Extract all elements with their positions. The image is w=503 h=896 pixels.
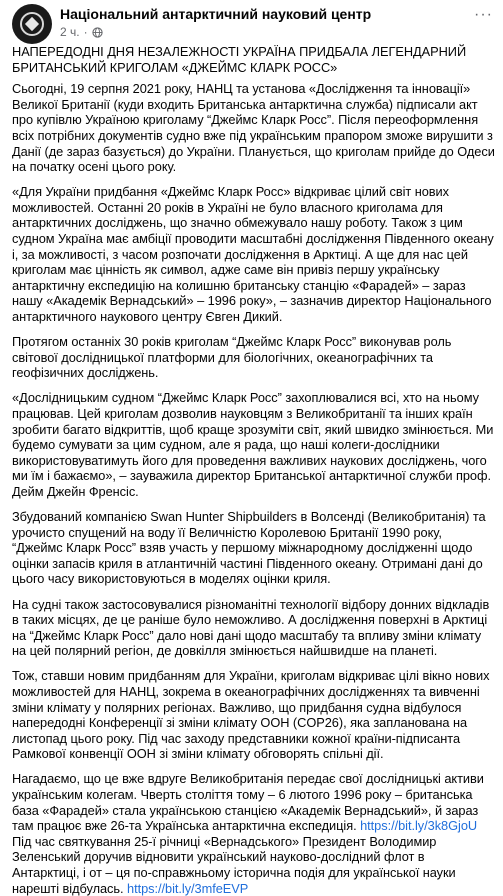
paragraph-6: На судні також застосовувалися різноманітні технології відбору донних відкладів в таких місцях, де це раніше було неможливо. А дослідження поверхні в Арктиці на “Джеймс Кларк Росс” дало нові дані щодо масштабу та впливу зміни клімату на цей полярний регіон, де довкілля змінюється найшвидше на планеті. <box>12 596 490 659</box>
paragraph-3: Протягом останніх 30 років криголам “Джеймс Кларк Росс” виконував роль світової дослідницької платформи для біологічних, океанографічних та геофізичних досліджень. <box>12 334 452 381</box>
page-name-link[interactable]: Національний антарктичний науковий центр <box>60 6 372 22</box>
logo-emblem-icon <box>20 12 44 36</box>
paragraph-4: «Дослідницьким судном “Джеймс Кларк Росс” захоплювалися всі, хто на ньому працював. Цей криголам дозволив науковцям з Великобританії та інших країн зробити багато відкриттів, щоб краще зрозуміти світ, який швидко змінюється. Ми будемо сумувати за цим судном, але я рада, що наші колеги-дослідники використовуватимуть його для проведення важливих наукових досліджень, чого ми їм і бажаємо», – зауважила директор Британської антарктичної служби проф. Дейм Джейн Френсіс. <box>12 390 494 499</box>
post-timestamp[interactable]: 2 ч. <box>60 25 80 39</box>
paragraph-2: «Для України придбання «Джеймс Кларк Росс» відкриває цілий світ нових можливостей. Останні 20 років в Україні не було власного криголама для антарктичних досліджень, що значно обмежувало нашу роботу. Також з цим судном Україна має амбіції проводити масштабні дослідження Південного океану і, за можливості, з часом розпочати дослідження в Арктиці. А ще для нас цей криголам має цінність як символ, адже саме він привіз першу українську антарктичну експедицію на колишню британську станцію «Фарадей» – зараз нашу «Академік Вернадський» – 1996 року», – зазначив директор Національного антарктичного наукового центру Євген Дикий. <box>12 184 494 324</box>
paragraph-8-text-a: Нагадаємо, що це вже вдруге Великобританія передає свої дослідницькі активи українським колегам. Чверть століття тому – 6 лютого 1996 року – британська база «Фарадей» стала українською станцією «Академік Вернадський», й зараз там працює вже 26-та Українська антарктична експедиція. <box>12 771 484 834</box>
page-avatar[interactable] <box>12 4 52 44</box>
paragraph-8-text-b: Під час святкування 25-ї річниці «Вернадського» Президент Володимир Зеленський доручив відновити український науково-дослідний флот в Антарктиці, і от – ця по-справжньому історична подія для української науки нарешті відбулась. <box>12 833 456 896</box>
post-meta <box>60 24 371 40</box>
post-title: НАПЕРЕДОДНІ ДНЯ НЕЗАЛЕЖНОСТІ УКРАЇНА ПРИДБАЛА ЛЕГЕНДАРНИЙ БРИТАНСЬКИЙ КРИГОЛАМ «ДЖЕЙМС КЛАРК РОСС» <box>12 44 467 75</box>
link-bitly-2[interactable]: https://bit.ly/3mfeEVP <box>127 880 249 896</box>
paragraph-8 <box>12 771 495 896</box>
paragraph-5: Збудований компанією Swan Hunter Shipbuilders в Волсенді (Великобританія) та урочисто спущений на воду її Величністю Королевою Британії 1990 року, “Джеймс Кларк Росс” взяв участь у першому міжнародному дослідженні щодо оцінки запасів криля в атлантичній частині Південного океану. Отримані дані до цього часу використовуються в моделях оцінки криля. <box>12 509 486 587</box>
meta-separator: · <box>83 25 88 39</box>
post-header-text <box>60 4 371 40</box>
post-header <box>12 0 495 44</box>
link-bitly-1[interactable]: https://bit.ly/3k8GjoU <box>360 818 478 834</box>
more-dots-icon[interactable]: ··· <box>474 6 493 23</box>
paragraph-1: Сьогодні, 19 серпня 2021 року, НАНЦ та установа «Дослідження та інновації» Великої Британії (куди входить Британська антарктична служба) підписали акт про купівлю Україною криголаму “Джеймс Кларк Росс”. Після переоформлення всіх потрібних документів судно вже під українським прапором зможе вирушити з Данії (де зараз базується) до України. Планується, що криголам прийде до Одеси на початку осені цього року. <box>12 81 495 175</box>
paragraph-7: Тож, ставши новим придбанням для України, криголам відкриває цілі вікно нових можливостей для НАНЦ, зокрема в океанографічних дослідженнях та вивченні зміни клімату у полярних регіонах. Важливо, що придбання судна відбулося напередодні Конференції зі зміни клімату ООН (COP26), яка запланована на листопад цього року. Під час заходу представники кожної країни-підписанта Рамкової конвенції ООН зі зміни клімату обговорять спільні дії. <box>12 668 490 762</box>
globe-icon <box>92 27 103 38</box>
post-body <box>12 44 495 896</box>
